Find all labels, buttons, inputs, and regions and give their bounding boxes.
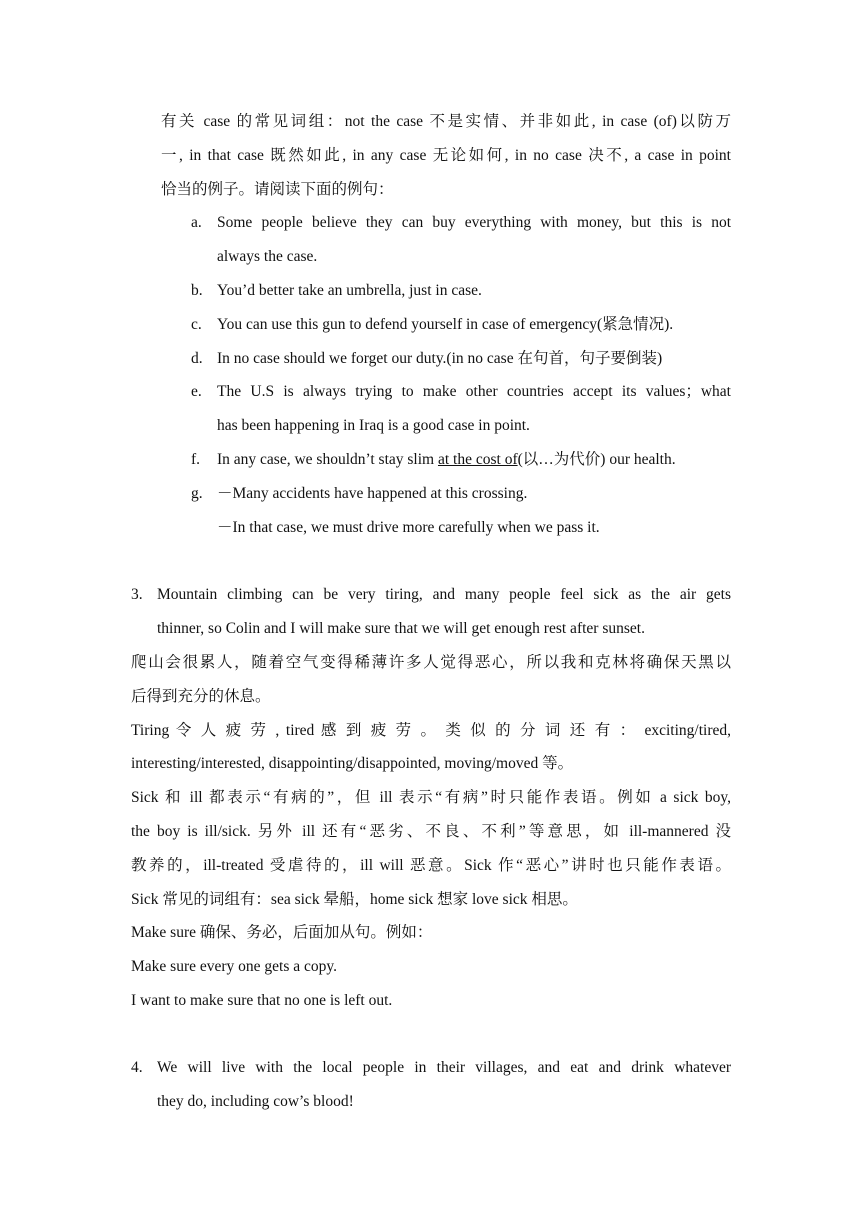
item-3-para-3: Tiring 令 人 疲 劳 , tired 感 到 疲 劳 。 类 似 的 分 词 还 有 ： exciting/tired, <box>131 722 731 739</box>
item-3-line-2: thinner, so Colin and I will make sure that we will get enough rest after sunset. <box>157 620 645 637</box>
item-3-para-6: the boy is ill/sick. 另外 ill 还有“恶劣、不良、不利”等意思，如 ill-mannered 没 <box>131 823 731 840</box>
example-e-line-2: has been happening in Iraq is a good case in point. <box>217 417 530 434</box>
item-4-line-1: We will live with the local people in their villages, and eat and drink whatever <box>157 1059 731 1076</box>
item-3-para-1: 爬山会很累人，随着空气变得稀薄许多人觉得恶心，所以我和克林将确保天黑以 <box>131 654 731 671</box>
item-3-para-4: interesting/interested, disappointing/disappointed, moving/moved 等。 <box>131 755 574 772</box>
item-3-para-11: I want to make sure that no one is left out. <box>131 992 393 1009</box>
example-marker-c: c. <box>191 316 202 333</box>
item-4-line-2: they do, including cow’s blood! <box>157 1093 354 1110</box>
example-d-line-1: In no case should we forget our duty.(in no case 在句首，句子要倒装) <box>217 350 663 367</box>
example-marker-g: g. <box>191 485 203 502</box>
intro-line-2: 一, in that case 既然如此, in any case 无论如何, in no case 决不, a case in point <box>161 147 731 164</box>
item-3-line-1: Mountain climbing can be very tiring, and many people feel sick as the air gets <box>157 586 731 603</box>
example-f-line-1 <box>217 450 676 470</box>
intro-line-1: 有关 case 的常见词组：not the case 不是实情、并非如此, in case (of)以防万 <box>161 113 731 130</box>
example-marker-a: a. <box>191 214 202 231</box>
item-3-para-7: 教养的，ill-treated 受虐待的，ill will 恶意。Sick 作“恶心”讲时也只能作表语。 <box>131 857 731 874</box>
example-a-line-1: Some people believe they can buy everything with money, but this is not <box>217 214 731 231</box>
example-a-line-2: always the case. <box>217 248 318 265</box>
example-g-line-1: －Many accidents have happened at this crossing. <box>217 485 528 502</box>
example-marker-f: f. <box>191 451 201 468</box>
item-4-number: 4. <box>131 1059 143 1076</box>
item-3-para-5: Sick 和 ill 都表示“有病的”，但 ill 表示“有病”时只能作表语。例如 a sick boy, <box>131 789 731 806</box>
example-c-line-1: You can use this gun to defend yourself in case of emergency(紧急情况). <box>217 316 674 333</box>
intro-line-3: 恰当的例子。请阅读下面的例句： <box>161 181 394 198</box>
example-f-pre: In any case, we shouldn’t stay slim <box>217 451 438 468</box>
item-3-para-10: Make sure every one gets a copy. <box>131 958 338 975</box>
example-marker-b: b. <box>191 282 203 299</box>
example-f-post: (以…为代价) our health. <box>517 451 676 468</box>
item-3-para-2: 后得到充分的休息。 <box>131 688 271 705</box>
example-e-line-1: The U.S is always trying to make other countries accept its values；what <box>217 383 731 400</box>
example-marker-d: d. <box>191 350 203 367</box>
example-g-line-2: －In that case, we must drive more carefully when we pass it. <box>217 519 600 536</box>
item-3-para-9: Make sure 确保、务必，后面加从句。例如： <box>131 924 433 941</box>
item-3-number: 3. <box>131 586 143 603</box>
example-b-line-1: You’d better take an umbrella, just in case. <box>217 282 482 299</box>
example-marker-e: e. <box>191 383 202 400</box>
item-3-para-8: Sick 常见的词组有：sea sick 晕船，home sick 想家 love sick 相思。 <box>131 891 578 908</box>
underlined-phrase: at the cost of <box>437 451 518 468</box>
